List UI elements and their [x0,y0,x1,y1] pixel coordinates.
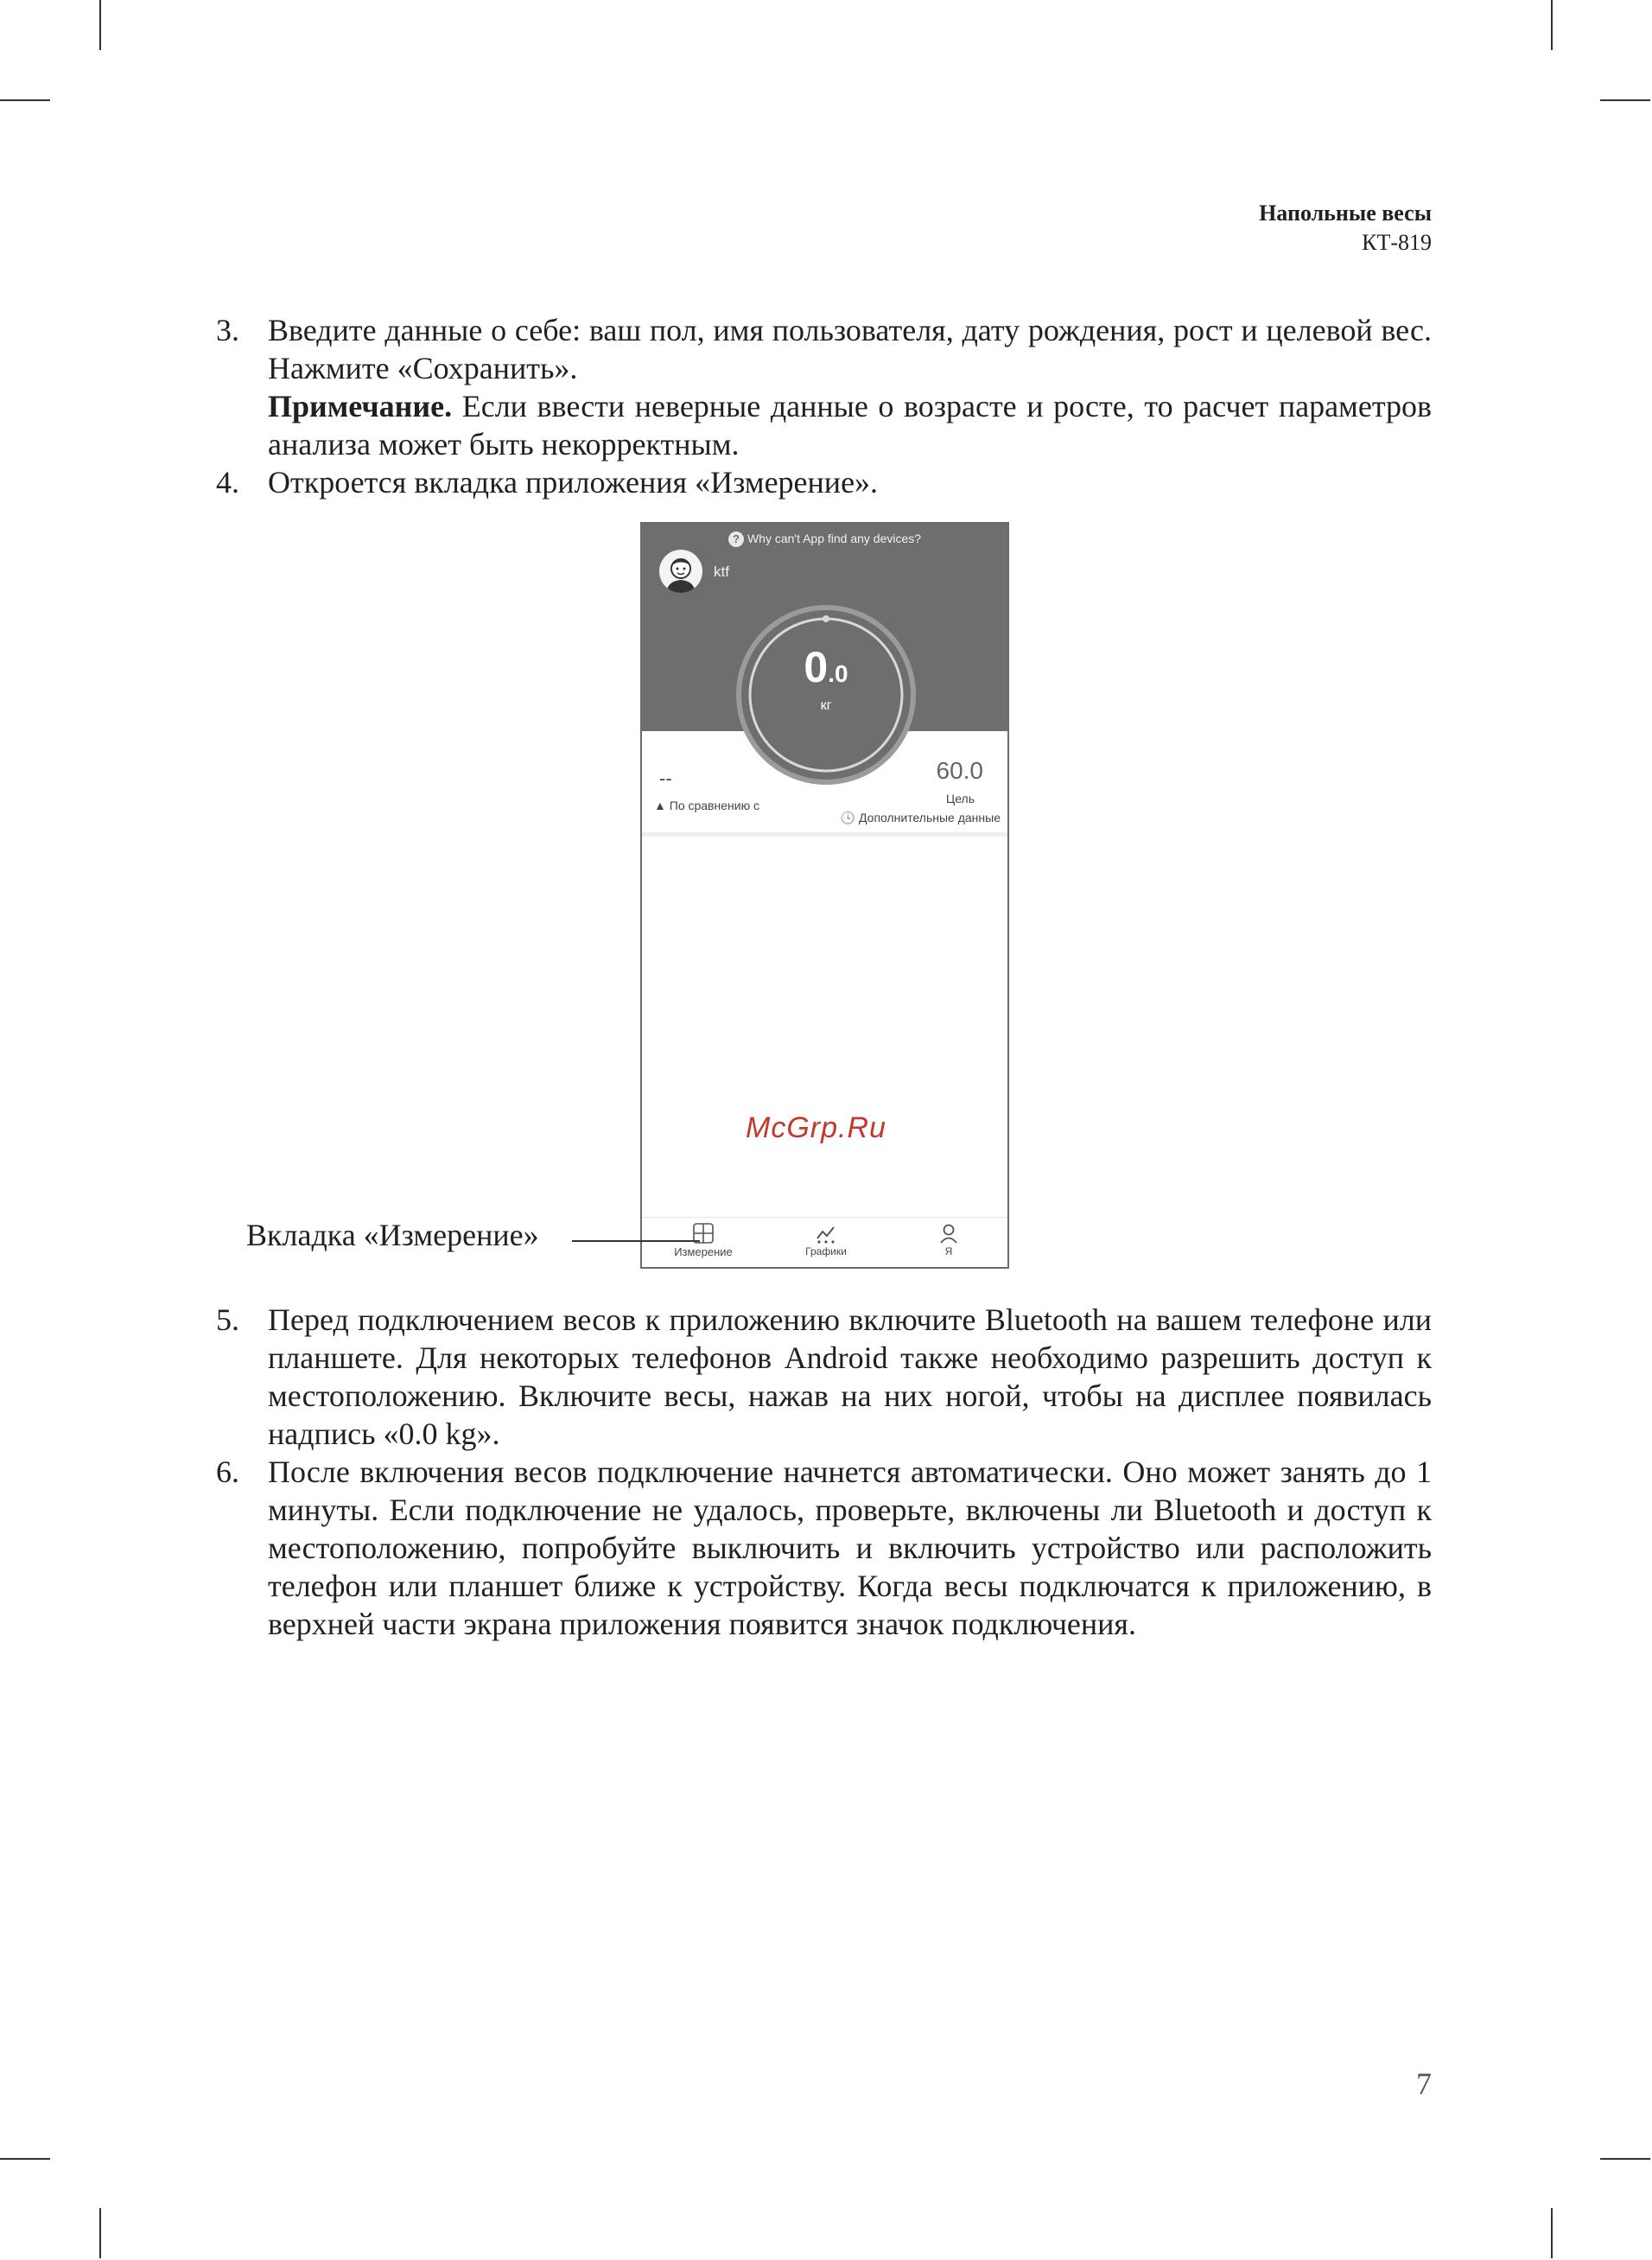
step-number: 4. [216,465,239,500]
goal-label: Цель [945,792,975,805]
step-number: 6. [216,1455,239,1489]
step-5 [216,1301,1432,1453]
step-text: Перед подключением весов к приложению включите Bluetooth на вашем телефоне или планшете. Для некоторых телефонов Android также необходимо разрешить доступ к местоположению. Включите весы, нажав на них ногой, чтобы на дисплее появилась надпись «0.0 kg». [268,1302,1432,1451]
crop-mark [99,2208,101,2258]
compare-label-text: По сравнению с [669,799,759,812]
step-number: 5. [216,1302,239,1337]
tab-label: Графики [805,1245,847,1257]
section-divider [642,832,1007,837]
weight-unit: кг [820,698,832,713]
help-icon: ? [728,532,744,547]
clock-icon: 🕓 [840,811,860,824]
step-4 [216,463,1432,501]
user-name[interactable]: ktf [714,563,729,580]
crop-mark [0,2158,50,2160]
more-data-link[interactable] [841,811,1001,825]
bottom-nav [642,1217,1007,1269]
step-number: 3. [216,313,239,347]
goal-value: 60.0 [936,757,983,784]
step-text: После включения весов подключение начнется автоматически. Оно может занять до 1 минуты. Если подключение не удалось, проверьте, включены ли Bluetooth и доступ к местоположению, попробуйте выключить и включить устройство или расположить телефон или планшет ближе к устройству. Когда весы подключатся к приложению, в верхней части экрана приложения появится значок подключения. [268,1455,1432,1641]
weight-value [734,642,918,692]
gauge-ring [734,603,918,786]
steps-list-top [216,311,1432,501]
product-model: КТ-819 [1362,230,1432,255]
crop-mark [99,0,101,50]
tab-label: Я [944,1245,953,1257]
help-link[interactable] [642,532,1007,547]
avatar-icon [659,550,702,593]
crop-mark [1600,2158,1650,2160]
triangle-up-icon: ▲ [654,799,670,812]
crop-mark [0,99,50,101]
step-text: Откроется вкладка приложения «Измерение». [268,465,879,500]
product-title: Напольные весы [1259,201,1432,226]
tab-charts[interactable] [765,1218,887,1257]
weight-gauge [734,603,918,786]
tab-label: Измерение [674,1245,733,1258]
step-note [268,387,1432,463]
callout-label: Вкладка «Измерение» [246,1218,539,1252]
note-text: Если ввести неверные данные о возрасте и росте, то расчет параметров анализа может быть некорректным. [268,389,1432,462]
page-number: 7 [1416,2066,1432,2101]
callout-line [572,1240,700,1242]
step-3 [216,311,1432,463]
crop-mark [1600,99,1650,101]
step-text: Введите данные о себе: ваш пол, имя пользователя, дату рождения, рост и целевой вес. Нажмите «Сохранить». [268,313,1432,385]
more-data-text: Дополнительные данные [859,811,1001,824]
compare-value: -- [659,767,672,789]
crop-mark [1551,0,1553,50]
tab-measurement[interactable] [642,1218,765,1258]
weight-integer: 0 [804,643,829,691]
avatar[interactable] [659,550,702,593]
help-text: Why can't App find any devices? [747,532,922,545]
steps-list-bottom [216,1301,1432,1643]
chart-icon [816,1223,836,1244]
crop-mark [1551,2208,1553,2258]
compare-label [654,799,759,812]
app-screenshot [640,522,1009,1269]
running-header [1259,199,1432,258]
note-label: Примечание. [268,389,453,423]
tab-me[interactable] [887,1218,1009,1257]
step-6 [216,1453,1432,1643]
weight-decimal: .0 [828,660,848,687]
person-icon [938,1223,959,1244]
watermark: McGrp.Ru [746,1111,886,1144]
